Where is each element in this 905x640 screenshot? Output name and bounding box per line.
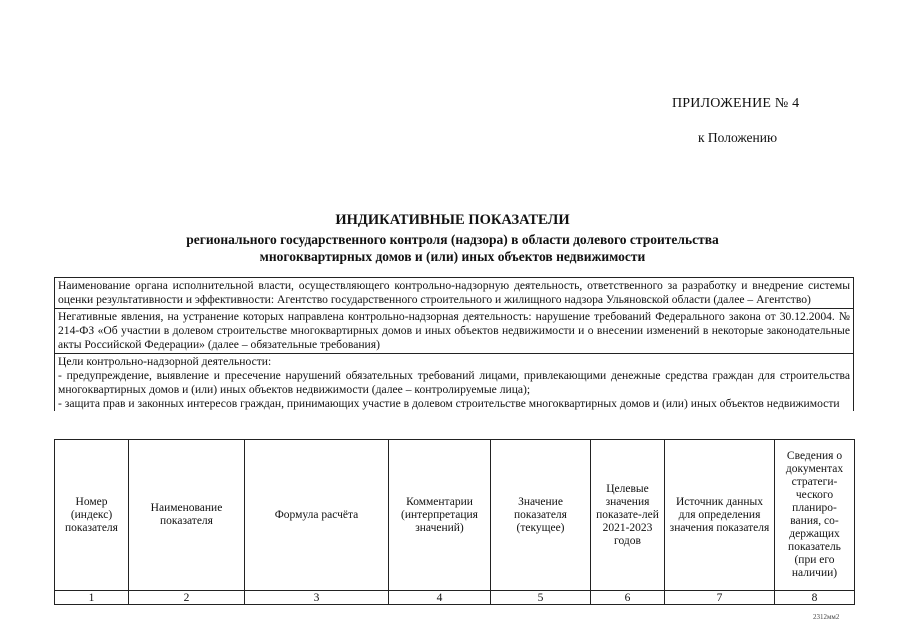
column-number: 6 <box>591 591 665 605</box>
column-number: 5 <box>491 591 591 605</box>
column-number: 8 <box>775 591 855 605</box>
goals-title: Цели контрольно-надзорной деятельности: <box>58 355 272 368</box>
column-header: Комментарии (интерпретация значений) <box>389 440 491 591</box>
goal-item: - предупреждение, выявление и пресечение нарушений обязательных требований лицами, привлекающими денежные средства граждан для строительства многоквартирных домов и (или) иных объектов недвижимости (далее – контролируемые лица); <box>58 369 850 396</box>
appendix-title: ПРИЛОЖЕНИЕ № 4 <box>672 96 800 111</box>
goals-block <box>55 354 853 411</box>
appendix-subtitle: к Положению <box>698 130 778 145</box>
document-title <box>0 212 905 229</box>
footer-code: 2312мм2 <box>813 613 840 621</box>
indicators-table <box>54 439 855 605</box>
organ-info: Наименование органа исполнительной власти, осуществляющего контрольно-надзорную деятельность, ответственного за разработку и внедрение системы оценки результативности и эффективности: Агентство государственного строительного и жилищного надзора Ульяновской области (далее – Агентство) <box>55 278 853 309</box>
column-header: Источник данных для определения значения показателя <box>665 440 775 591</box>
column-number: 3 <box>245 591 389 605</box>
negative-phenomena: Негативные явления, на устранение которых направлена контрольно-надзорная деятельность: нарушение требований Федерального закона от 30.12.2004. № 214-ФЗ «Об участии в долевом строительстве многоквартирных домов и иных объектов недвижимости и о внесении изменений в некоторые законодательные акты Российской Федерации» (далее – обязательные требования) <box>55 309 853 354</box>
column-number: 7 <box>665 591 775 605</box>
column-number: 1 <box>55 591 129 605</box>
column-header: Значение показателя (текущее) <box>491 440 591 591</box>
title-line-2: регионального государственного контроля (надзора) в области долевого строительства <box>186 232 719 247</box>
table-header-row <box>55 440 855 591</box>
title-line-3: многоквартирных домов и (или) иных объектов недвижимости <box>259 249 646 264</box>
column-number-row <box>55 591 855 605</box>
column-header: Целевые значения показате-лей 2021-2023 годов <box>591 440 665 591</box>
document-subtitle <box>0 231 905 265</box>
column-header: Формула расчёта <box>245 440 389 591</box>
goal-item: - защита прав и законных интересов граждан, принимающих участие в долевом строительстве многоквартирных домов и (или) иных объектов недвижимости <box>58 397 840 410</box>
column-header: Наименование показателя <box>129 440 245 591</box>
column-number: 2 <box>129 591 245 605</box>
info-frame <box>54 277 854 411</box>
column-header: Сведения о документах стратеги-ческого планиро-вания, со-держащих показатель (при его наличии) <box>775 440 855 591</box>
column-number: 4 <box>389 591 491 605</box>
title-main: ИНДИКАТИВНЫЕ ПОКАЗАТЕЛИ <box>335 212 570 228</box>
column-header: Номер (индекс) показателя <box>55 440 129 591</box>
